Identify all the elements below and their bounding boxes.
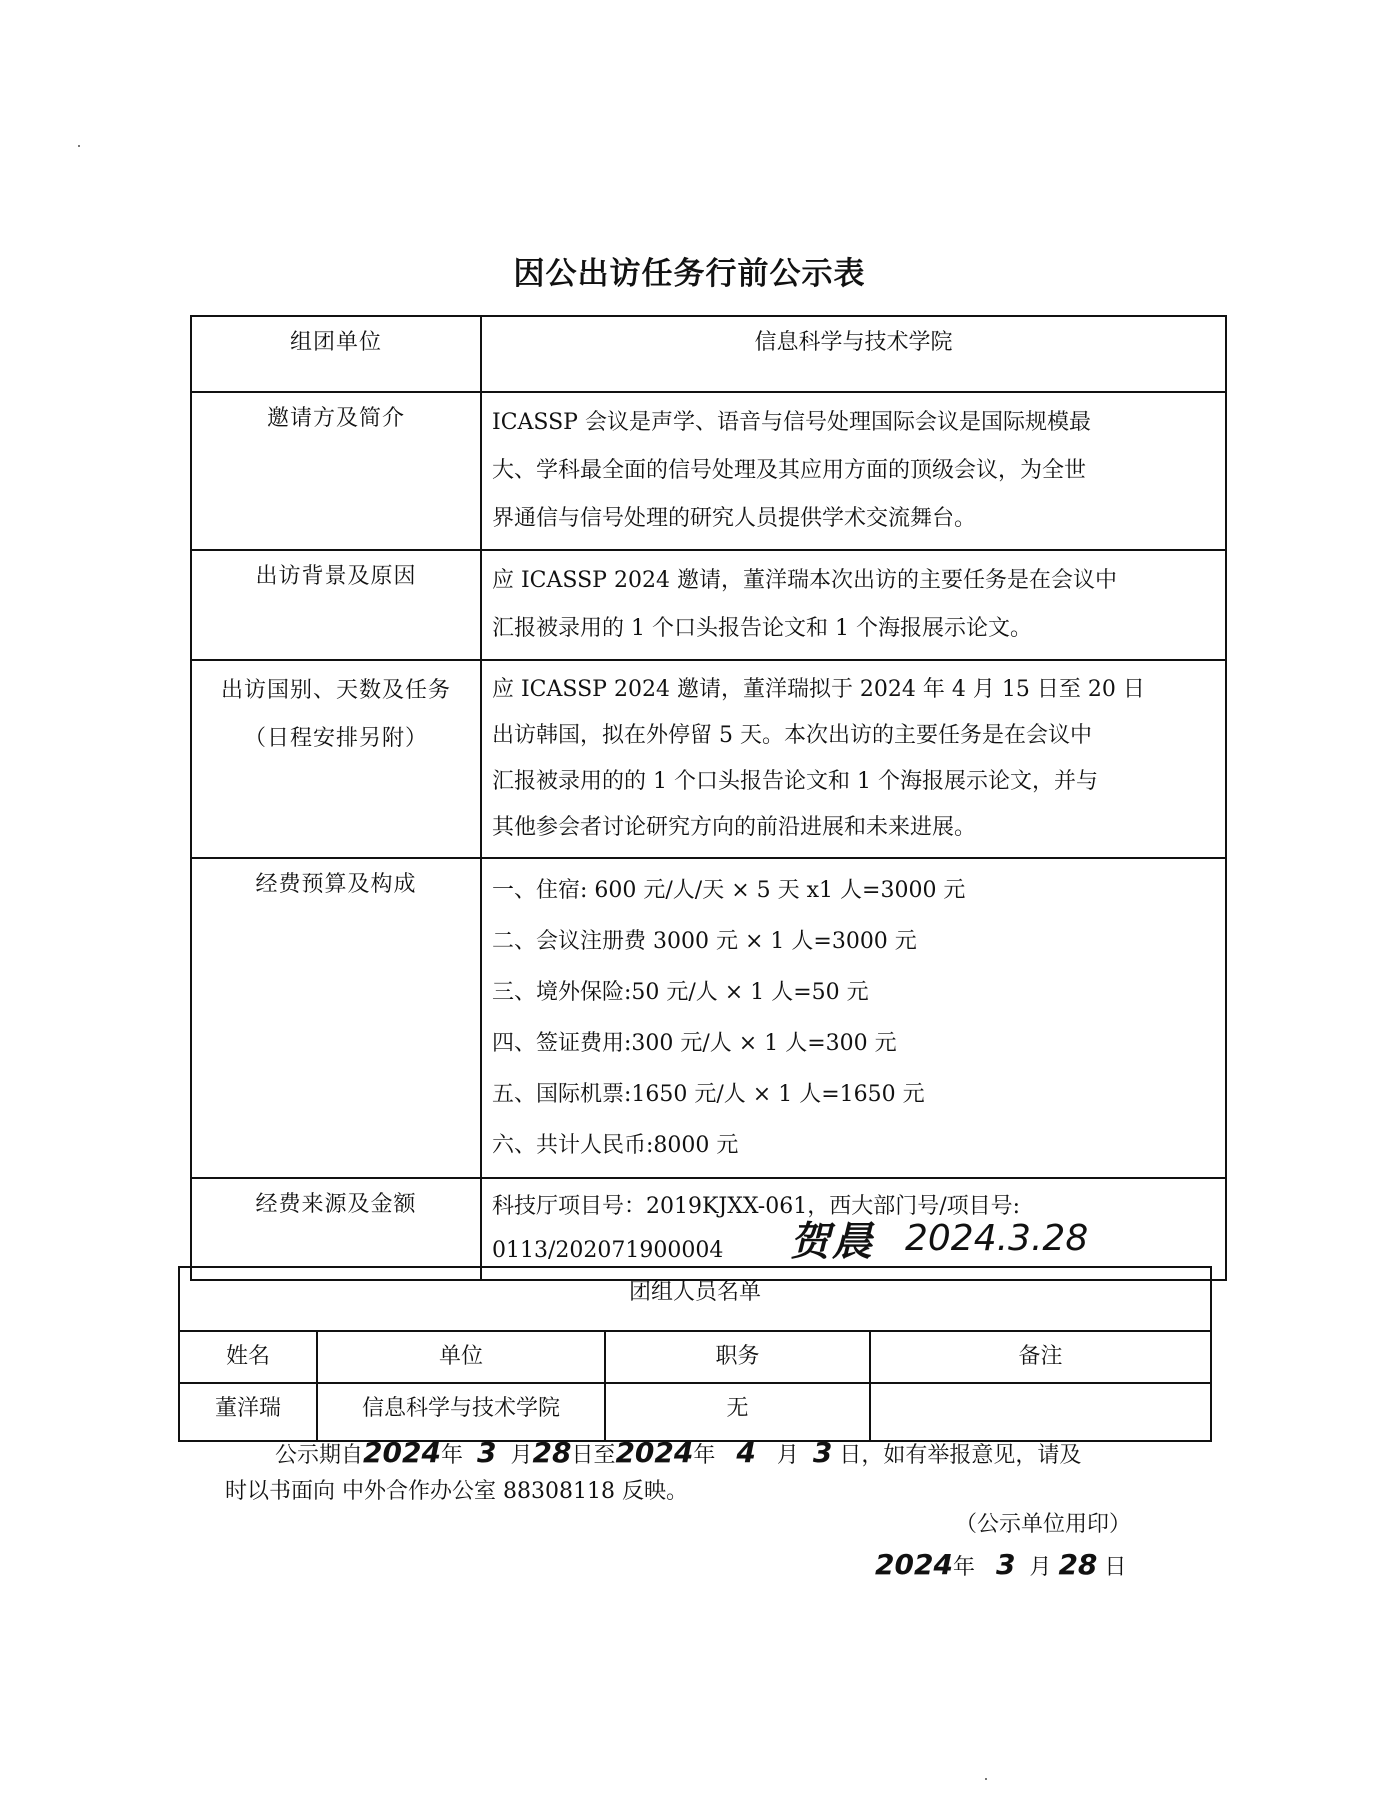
handwritten-year: 2024 [615, 1436, 694, 1469]
row-inviter [191, 392, 1226, 550]
date-text: 日 [1104, 1555, 1127, 1580]
budget-line: 六、共计人民币:8000 元 [492, 1133, 739, 1158]
member-name: 董洋瑞 [179, 1383, 317, 1441]
notice-text: 月 [776, 1443, 799, 1468]
stamp-note: （公示单位用印） [955, 1512, 1132, 1537]
text-line: 科技厅项目号：2019KJXX-061，西大部门号/项目号: [492, 1194, 1021, 1219]
header-position: 职务 [605, 1331, 870, 1383]
text-line: 大、学科最全面的信号处理及其应用方面的顶级会议，为全世 [492, 458, 1087, 483]
page-title: 因公出访任务行前公示表 [513, 256, 866, 292]
label-funding: 经费来源及金额 [191, 1178, 481, 1280]
budget-line: 五、国际机票:1650 元/人 × 1 人=1650 元 [492, 1082, 925, 1107]
notice-text: 月 [510, 1443, 533, 1468]
text-line: 应 ICASSP 2024 邀请，董洋瑞本次出访的主要任务是在会议中 [492, 568, 1117, 593]
members-heading: 团组人员名单 [179, 1267, 1211, 1331]
scan-artifact [78, 145, 80, 147]
members-header-row [179, 1331, 1211, 1383]
handwritten-year: 2024 [875, 1548, 953, 1581]
handwritten-signature: 贺晨 [790, 1219, 874, 1265]
text-line: 界通信与信号处理的研究人员提供学术交流舞台。 [492, 506, 977, 531]
row-country [191, 660, 1226, 858]
handwritten-signature-date: 2024.3.28 [905, 1218, 1089, 1259]
disclosure-table [190, 315, 1227, 1281]
text-line: 其他参会者讨论研究方向的前沿进展和未来进展。 [492, 815, 977, 840]
label-inviter: 邀请方及简介 [191, 392, 481, 550]
handwritten-month: 3 [995, 1548, 1016, 1581]
budget-line: 二、会议注册费 3000 元 × 1 人=3000 元 [492, 929, 917, 954]
text-line: 0113/202071900004 [492, 1238, 724, 1263]
handwritten-month: 3 [476, 1436, 497, 1469]
date-text: 月 [1029, 1555, 1052, 1580]
scan-artifact [985, 1778, 987, 1780]
member-position: 无 [605, 1383, 870, 1441]
text-line: 汇报被录用的的 1 个口头报告论文和 1 个海报展示论文，并与 [492, 769, 1098, 794]
notice-text: 年 [693, 1443, 716, 1468]
handwritten-day: 3 [812, 1436, 833, 1469]
members-heading-row [179, 1267, 1211, 1331]
label-background: 出访背景及原因 [191, 550, 481, 660]
text-line: 出访韩国，拟在外停留 5 天。本次出访的主要任务是在会议中 [492, 723, 1092, 748]
budget-line: 三、境外保险:50 元/人 × 1 人=50 元 [492, 980, 869, 1005]
notice-line-2: 时以书面向 中外合作办公室 88308118 反映。 [225, 1479, 688, 1504]
row-budget [191, 858, 1226, 1178]
notice-line-1 [275, 1433, 1081, 1476]
value-budget [481, 858, 1226, 1178]
text-line: 汇报被录用的 1 个口头报告论文和 1 个海报展示论文。 [492, 616, 1032, 641]
header-unit: 单位 [317, 1331, 605, 1383]
member-unit: 信息科学与技术学院 [317, 1383, 605, 1441]
budget-line: 一、住宿: 600 元/人/天 × 5 天 x1 人=3000 元 [492, 878, 966, 903]
stamp-date [875, 1548, 1126, 1581]
notice-text: 日，如有举报意见，请及 [839, 1443, 1082, 1468]
label-budget: 经费预算及构成 [191, 858, 481, 1178]
handwritten-day: 28 [1058, 1548, 1098, 1581]
text-line: 应 ICASSP 2024 邀请，董洋瑞拟于 2024 年 4 月 15 日至 20 日 [492, 677, 1145, 702]
text-line: ICASSP 会议是声学、语音与信号处理国际会议是国际规模最 [492, 410, 1091, 435]
row-background [191, 550, 1226, 660]
row-unit [191, 316, 1226, 392]
value-inviter [481, 392, 1226, 550]
label-unit: 组团单位 [191, 316, 481, 392]
members-table [178, 1266, 1212, 1442]
budget-line: 四、签证费用:300 元/人 × 1 人=300 元 [492, 1031, 897, 1056]
notice-text: 年 [440, 1443, 463, 1468]
handwritten-day: 28 [532, 1436, 572, 1469]
handwritten-month: 4 [736, 1436, 756, 1469]
label-country [191, 660, 481, 858]
date-text: 年 [952, 1555, 975, 1580]
label-country-sub: （日程安排另附） [243, 726, 428, 751]
value-background [481, 550, 1226, 660]
handwritten-year: 2024 [363, 1436, 441, 1469]
notice-text: 日至 [571, 1443, 616, 1468]
value-unit: 信息科学与技术学院 [481, 316, 1226, 392]
header-name: 姓名 [179, 1331, 317, 1383]
label-country-main: 出访国别、天数及任务 [220, 678, 451, 703]
value-country [481, 660, 1226, 858]
notice-text: 公示期自 [275, 1443, 364, 1468]
header-remark: 备注 [870, 1331, 1211, 1383]
